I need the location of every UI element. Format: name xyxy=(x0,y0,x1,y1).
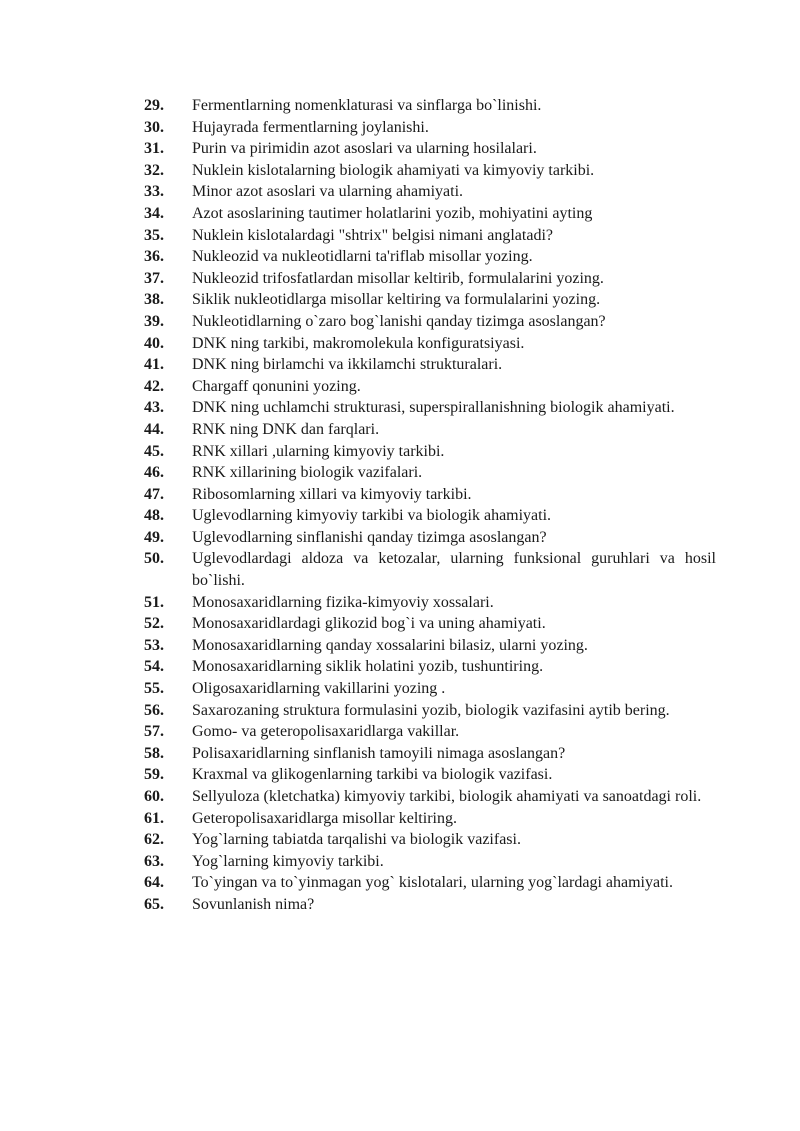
list-item xyxy=(144,505,716,527)
list-item xyxy=(144,462,716,484)
question-text: To`yingan va to`yinmagan yog` kislotalari, ularning yog`lardagi ahamiyati. xyxy=(192,874,673,892)
question-text: Monosaxaridlarning fizika-kimyoviy xossalari. xyxy=(192,593,494,611)
question-text: Saxarozaning struktura formulasini yozib, biologik vazifasini aytib bering. xyxy=(192,701,670,719)
question-number: 56. xyxy=(144,701,164,719)
question-text: Uglevodlarning kimyoviy tarkibi va biologik ahamiyati. xyxy=(192,507,552,525)
list-item xyxy=(144,678,716,700)
question-number: 30. xyxy=(144,118,164,136)
question-text: RNK xillari ,ularning kimyoviy tarkibi. xyxy=(192,442,445,460)
question-number: 53. xyxy=(144,636,164,654)
question-number: 32. xyxy=(144,161,164,179)
question-text: Uglevodlarning sinflanishi qanday tizimga asoslangan? xyxy=(192,528,547,546)
list-item xyxy=(144,268,716,290)
question-text: Ribosomlarning xillari va kimyoviy tarkibi. xyxy=(192,485,472,503)
list-item xyxy=(144,203,716,225)
question-text: Nuklein kislotalardagi "shtrix" belgisi nimani anglatadi? xyxy=(192,226,553,244)
question-number: 34. xyxy=(144,204,164,222)
list-item xyxy=(144,419,716,441)
list-item xyxy=(144,872,716,894)
list-item xyxy=(144,181,716,203)
question-text: Siklik nukleotidlarga misollar keltiring va formulalarini yozing. xyxy=(192,291,601,309)
question-text: Oligosaxaridlarning vakillarini yozing . xyxy=(192,680,446,698)
question-list xyxy=(144,95,716,916)
question-number: 36. xyxy=(144,248,164,266)
question-text: Sellyuloza (kletchatka) kimyoviy tarkibi, biologik ahamiyati va sanoatdagi roli. xyxy=(192,788,702,805)
list-item xyxy=(144,397,716,419)
question-number: 52. xyxy=(144,615,164,633)
question-text: Hujayrada fermentlarning joylanishi. xyxy=(192,118,429,136)
question-text: Polisaxaridlarning sinflanish tamoyili nimaga asoslangan? xyxy=(192,744,566,762)
question-number: 51. xyxy=(144,593,164,611)
question-number: 41. xyxy=(144,356,164,374)
question-number: 40. xyxy=(144,334,164,352)
question-text: DNK ning birlamchi va ikkilamchi strukturalari. xyxy=(192,356,503,374)
question-number: 39. xyxy=(144,312,164,330)
question-number: 64. xyxy=(144,874,164,892)
list-item xyxy=(144,851,716,873)
question-text: Fermentlarning nomenklaturasi va sinflarga bo`linishi. xyxy=(192,97,542,114)
list-item xyxy=(144,721,716,743)
question-text: Chargaff qonunini yozing. xyxy=(192,377,361,395)
question-number: 63. xyxy=(144,852,164,870)
question-text: Monosaxaridlarning siklik holatini yozib, tushuntiring. xyxy=(192,658,544,676)
question-text: Gomo- va geteropolisaxaridlarga vakillar. xyxy=(192,723,460,741)
list-item xyxy=(144,613,716,635)
list-item xyxy=(144,548,716,591)
question-text: Uglevodlardagi aldoza va ketozalar, ularning funksional guruhlari va hosil bo`lishi. xyxy=(192,550,716,590)
question-number: 38. xyxy=(144,291,164,309)
list-item xyxy=(144,484,716,506)
question-text: Azot asoslarining tautimer holatlarini yozib, mohiyatini ayting xyxy=(192,204,593,222)
question-number: 35. xyxy=(144,226,164,244)
question-number: 47. xyxy=(144,485,164,503)
question-number: 59. xyxy=(144,766,164,784)
list-item xyxy=(144,138,716,160)
list-item xyxy=(144,700,716,722)
question-number: 29. xyxy=(144,97,164,114)
question-text: Nukleotidlarning o`zaro bog`lanishi qanday tizimga asoslangan? xyxy=(192,312,606,330)
question-text: Nukleozid va nukleotidlarni ta'riflab misollar yozing. xyxy=(192,248,533,266)
question-text: Nuklein kislotalarning biologik ahamiyati va kimyoviy tarkibi. xyxy=(192,161,595,179)
question-text: DNK ning uchlamchi strukturasi, superspirallanishning biologik ahamiyati. xyxy=(192,399,675,417)
question-number: 33. xyxy=(144,183,164,201)
list-item xyxy=(144,894,716,916)
question-text: Yog`larning kimyoviy tarkibi. xyxy=(192,852,384,870)
question-text: Geteropolisaxaridlarga misollar keltiring. xyxy=(192,809,457,827)
list-item xyxy=(144,592,716,614)
question-text: Kraxmal va glikogenlarning tarkibi va biologik vazifasi. xyxy=(192,766,553,784)
question-text: Purin va pirimidin azot asoslari va ularning hosilalari. xyxy=(192,140,537,158)
list-item xyxy=(144,786,716,808)
question-number: 65. xyxy=(144,895,164,913)
question-text: RNK xillarining biologik vazifalari. xyxy=(192,464,423,482)
question-text: Nukleozid trifosfatlardan misollar keltirib, formulalarini yozing. xyxy=(192,269,604,287)
list-item xyxy=(144,635,716,657)
question-number: 45. xyxy=(144,442,164,460)
question-text: Sovunlanish nima? xyxy=(192,895,315,913)
list-item xyxy=(144,117,716,139)
question-text: RNK ning DNK dan farqlari. xyxy=(192,420,380,438)
list-item xyxy=(144,95,716,117)
question-number: 31. xyxy=(144,140,164,158)
question-number: 55. xyxy=(144,680,164,698)
question-number: 49. xyxy=(144,528,164,546)
list-item xyxy=(144,246,716,268)
question-text: DNK ning tarkibi, makromolekula konfiguratsiyasi. xyxy=(192,334,525,352)
question-number: 57. xyxy=(144,723,164,741)
list-item xyxy=(144,354,716,376)
question-number: 44. xyxy=(144,420,164,438)
question-number: 50. xyxy=(144,550,164,568)
list-item xyxy=(144,333,716,355)
question-text: Yog`larning tabiatda tarqalishi va biologik vazifasi. xyxy=(192,831,521,849)
list-item xyxy=(144,225,716,247)
list-item xyxy=(144,160,716,182)
question-text: Minor azot asoslari va ularning ahamiyati. xyxy=(192,183,464,201)
list-item xyxy=(144,289,716,311)
question-number: 37. xyxy=(144,269,164,287)
question-number: 60. xyxy=(144,788,164,805)
list-item xyxy=(144,829,716,851)
list-item xyxy=(144,656,716,678)
list-item xyxy=(144,743,716,765)
question-number: 54. xyxy=(144,658,164,676)
list-item xyxy=(144,527,716,549)
question-number: 58. xyxy=(144,744,164,762)
list-item xyxy=(144,376,716,398)
list-item xyxy=(144,441,716,463)
question-number: 62. xyxy=(144,831,164,849)
list-item xyxy=(144,311,716,333)
list-item xyxy=(144,764,716,786)
question-number: 43. xyxy=(144,399,164,417)
question-number: 61. xyxy=(144,809,164,827)
question-number: 42. xyxy=(144,377,164,395)
question-text: Monosaxaridlarning qanday xossalarini bilasiz, ularni yozing. xyxy=(192,636,588,654)
question-number: 46. xyxy=(144,464,164,482)
question-number: 48. xyxy=(144,507,164,525)
list-item xyxy=(144,808,716,830)
question-text: Monosaxaridlardagi glikozid bog`i va uning ahamiyati. xyxy=(192,615,546,633)
